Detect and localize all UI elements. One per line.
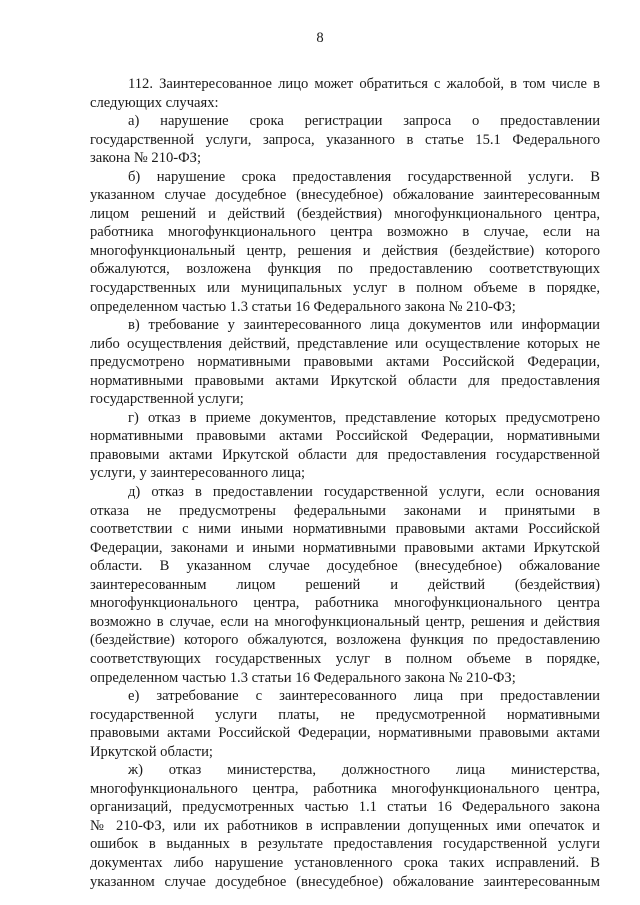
text-line: определенном частью 1.3 статьи 16 Федерального закона № 210-ФЗ; [90, 298, 516, 315]
text-line: работника многофункционального центра возможно в случае, если на [90, 224, 600, 241]
text-line: определенном частью 1.3 статьи 16 Федерального закона № 210-ФЗ; [90, 669, 516, 686]
text-line: государственной услуги; [90, 391, 244, 408]
text-line: соответствующих государственных услуг в полном объеме в порядке, [90, 650, 600, 667]
page-number: 8 [316, 30, 324, 46]
text-line: б) нарушение срока предоставления государственной услуги. В [128, 168, 600, 185]
text-line: многофункционального центра, работника многофункционального центра [90, 595, 600, 612]
text-line: нормативными правовыми актами Иркутской области для предоставления [90, 372, 600, 389]
text-line: возможно в случае, если на многофункциональный центр, решения и действия [90, 613, 600, 630]
text-line: д) отказ в предоставлении государственной услуги, если основания [128, 484, 600, 501]
text-line: (бездействие) которого обжалуются, возложена функция по предоставлению [90, 632, 600, 649]
text-line: предусмотрено нормативными правовыми актами Российской Федерации, [90, 354, 600, 371]
text-line: документах либо нарушение установленного срока таких исправлений. В [90, 854, 600, 871]
paragraph [90, 409, 600, 483]
text-line: закона № 210-ФЗ; [90, 150, 202, 167]
paragraph [90, 75, 600, 112]
text-line: в) требование у заинтересованного лица документов или информации [128, 317, 600, 334]
text-line: многофункционального центра, работника многофункционального центра, [90, 780, 600, 797]
text-line: правовыми актами Иркутской области для предоставления государственной [90, 446, 600, 463]
text-line: области. В указанном случае досудебное (внесудебное) обжалование [90, 558, 600, 575]
paragraph [90, 483, 600, 687]
text-line: государственной услуги платы, не предусмотренной нормативными [90, 706, 600, 723]
text-line: № 210-ФЗ, или их работников в исправлении допущенных ими опечаток и [90, 817, 600, 834]
text-line: многофункциональный центр, решения и действия (бездействие) которого [90, 242, 600, 259]
paragraph [90, 112, 600, 168]
text-line: г) отказ в приеме документов, представление которых предусмотрено [128, 409, 600, 426]
paragraph [90, 168, 600, 316]
text-line: организаций, предусмотренных частью 1.1 статьи 16 Федерального закона [90, 799, 600, 816]
text-line: нормативными правовыми актами Российской Федерации, нормативными [90, 428, 600, 445]
paragraph [90, 687, 600, 761]
text-line: указанном случае досудебное (внесудебное) обжалование заинтересованным [90, 873, 600, 890]
text-line: соответствии с ними иными нормативными правовыми актами Российской [90, 521, 600, 538]
text-line: государственных или муниципальных услуг в полном объеме в порядке, [90, 280, 600, 297]
text-line: обжалуются, возложена функция по предоставлению соответствующих [90, 261, 600, 278]
text-line: следующих случаях: [90, 94, 219, 111]
text-line: отказа не предусмотрены федеральными законами и принятыми в [90, 502, 600, 519]
text-line: правовыми актами Российской Федерации, нормативными правовыми актами [90, 725, 600, 742]
text-line: услуги, у заинтересованного лица; [90, 465, 306, 482]
text-line: е) затребование с заинтересованного лица при предоставлении [128, 688, 600, 705]
text-line: Иркутской области; [90, 743, 213, 760]
document-body [90, 75, 600, 891]
text-line: а) нарушение срока регистрации запроса о предоставлении [128, 113, 600, 130]
text-line: ж) отказ министерства, должностного лица министерства, [128, 762, 600, 779]
text-line: либо осуществления действий, представление или осуществление которых не [90, 335, 600, 352]
text-line: заинтересованным лицом решений и действий (бездействия) [90, 576, 600, 593]
text-line: государственной услуги, запроса, указанного в статье 15.1 Федерального [90, 131, 600, 148]
text-line: Федерации, законами и иными нормативными правовыми актами Иркутской [90, 539, 600, 556]
paragraph [90, 761, 600, 891]
text-line: ошибок в выданных в результате предоставления государственной услуги [90, 836, 600, 853]
text-line: лицом решений и действий (бездействия) многофункционального центра, [90, 205, 600, 222]
text-line: указанном случае досудебное (внесудебное) обжалование заинтересованным [90, 187, 600, 204]
paragraph [90, 316, 600, 409]
text-line: 112. Заинтересованное лицо может обратиться с жалобой, в том числе в [128, 76, 600, 92]
